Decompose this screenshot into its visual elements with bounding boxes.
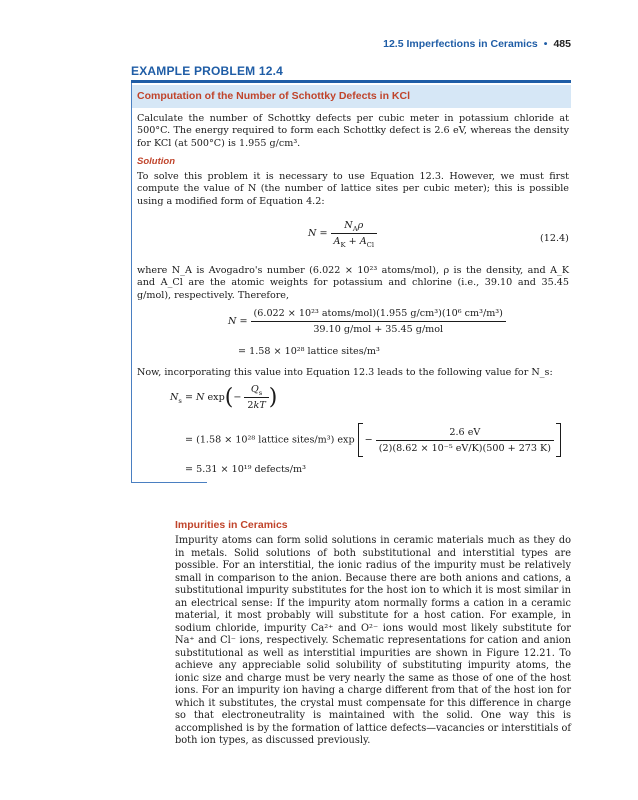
now-text: Now, incorporating this value into Equation 12.3 leads to the following value for N_s: xyxy=(137,367,553,378)
calc-numerator: (6.022 × 10²³ atoms/mol)(1.955 g/cm³)(10⁶ cm³/m³) xyxy=(251,308,506,322)
where-text: where N_A is Avogadro's number (6.022 × 10²³ atoms/mol), ρ is the density, and A_K and A_Cl are the atomic weights for potassium and chlorine (i.e., 39.10 and 35.45 g/mol), respectively. Therefore, xyxy=(137,265,569,301)
left-bracket xyxy=(358,423,363,457)
example-left-rule xyxy=(131,83,132,483)
section-title: 12.5 Imperfections in Ceramics xyxy=(383,38,538,50)
example-problem-label: EXAMPLE PROBLEM 12.4 xyxy=(131,64,284,78)
ns-numerator: 2.6 eV xyxy=(376,427,554,441)
equation-12-4: N = $\frac{N_A\rho}{A_K + A_{Cl}}$ xyxy=(308,220,377,247)
impurities-body: Impurity atoms can form solid solutions in ceramic materials much as they do in metals. Solid solutions of both substitutional and interstitial types are possible. For an interstitial, the ionic radius of the impurity must be relatively small in comparison to the anion. Because there are both anions and cations, a substitutional impurity substitutes for the host ion to which it is most similar in an electrical sense: If the impurity atom normally forms a cation in a ceramic material, it most probably will substitute for a host cation. For example, in sodium chloride, impurity Ca²⁺ and O²⁻ ions would most likely substitute for Na⁺ and Cl⁻ ions, respectively. Schematic representations for cation and anion substitutional as well as interstitial impurities are shown in Figure 12.21. To achieve any appreciable solid solubility of substituting impurity atoms, the ionic size and charge must be very nearly the same as those of one of the host ions. For an impurity ion having a charge different from that of the host ion for which it substitutes, the crystal must compensate for this difference in charge so that electroneutrality is maintained with the solid. One way this is accomplished is by the formation of lattice defects—vacancies or interstitials of both ion types, as discussed previously. xyxy=(175,535,571,746)
example-bottom-rule xyxy=(131,482,207,483)
lattice-sites-calculation: N = $\frac{\text{(6.022 × 10²³ atoms/mol)(1.955 g/cm³)(10⁶ cm³/m³)}}{\text{39.10 g/mol + 35.45 g/mol}}$ xyxy=(228,308,506,335)
lattice-sites-result: = 1.58 × 10²⁸ lattice sites/m³ xyxy=(238,346,380,357)
solution-intro: To solve this problem it is necessary to use Equation 12.3. However, we must first compute the value of N (the number of lattice sites per cubic meter); this is possible using a modified form of Equation 4.2: xyxy=(137,171,569,207)
running-header xyxy=(0,38,571,50)
ns-prefix: = (1.58 × 10²⁸ lattice sites/m³) exp xyxy=(185,434,355,446)
problem-statement: Calculate the number of Schottky defects per cubic meter in potassium chloride at 500°C. The energy required to form each Schottky defect is 2.6 eV, whereas the density for KCl (at 500°C) is 1.955 g/cm³. xyxy=(137,113,569,149)
solution-heading: Solution xyxy=(137,156,175,167)
example-title: Computation of the Number of Schottky Defects in KCl xyxy=(137,90,411,102)
schottky-substitution: = (1.58 × 10²⁸ lattice sites/m³) exp − $\frac{2.6 eV}{\text{(2)(8.62 × 10⁻⁵ eV/K)(500 + 273 K)}}$ xyxy=(185,423,561,457)
ns-denominator: (2)(8.62 × 10⁻⁵ eV/K)(500 + 273 K) xyxy=(378,442,551,454)
header-bullet: • xyxy=(543,38,548,50)
right-bracket xyxy=(556,423,561,457)
page-number: 485 xyxy=(553,38,571,50)
equation-number: (12.4) xyxy=(540,233,569,244)
calc-denominator: 39.10 g/mol + 35.45 g/mol xyxy=(313,324,444,335)
schottky-result: = 5.31 × 10¹⁹ defects/m³ xyxy=(185,464,306,475)
impurities-heading: Impurities in Ceramics xyxy=(175,519,288,531)
schottky-equation: $N_s = N$ exp(− $\frac{Q_s}{2kT}$ ) xyxy=(170,384,278,411)
